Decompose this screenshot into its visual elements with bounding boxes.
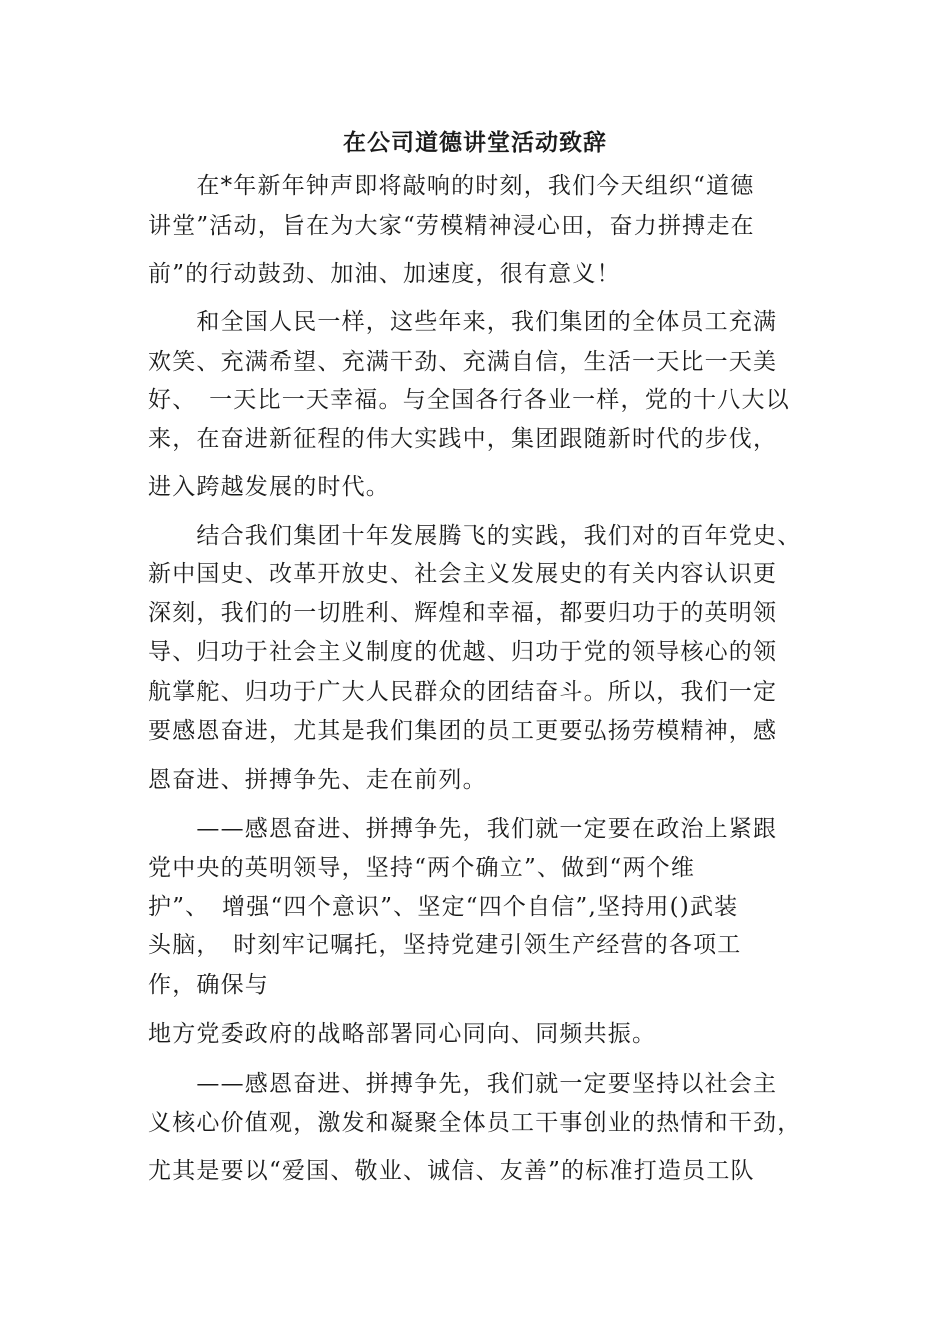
text-line: 进入跨越发展的时代。 xyxy=(148,474,390,500)
text-line: 深刻，我们的一切胜利、辉煌和幸福，都要归功于的英明领 xyxy=(148,600,778,626)
text-line: 党中央的英明领导，坚持“两个确立”、做到“两个维 xyxy=(148,855,696,881)
text-line: 头脑， 时刻牢记嘱托，坚持党建引领生产经营的各项工 xyxy=(148,932,742,958)
text-line: 讲堂”活动，旨在为大家“劳模精神浸心田，奋力拼搏走在 xyxy=(148,213,755,239)
text-line: 作，确保与 xyxy=(148,972,269,998)
text-line: 地方党委政府的战略部署同心同向、同频共振。 xyxy=(148,1021,657,1047)
text-line: 尤其是要以“爱国、敬业、诚信、友善”的标准打造员工队 xyxy=(148,1158,755,1184)
text-line: ——感恩奋进、拼搏争先，我们就一定要在政治上紧跟 xyxy=(148,816,778,842)
text-line: 航掌舵、归功于广大人民群众的团结奋斗。所以，我们一定 xyxy=(148,679,778,705)
text-line: 护”、 增强“四个意识”、坚定“四个自信”,坚持用()武装 xyxy=(148,894,739,920)
document-title: 在公司道德讲堂活动致辞 xyxy=(343,129,607,156)
text-line: 欢笑、充满希望、充满干劲、充满自信，生活一天比一天美 xyxy=(148,349,778,375)
text-line: 好、 一天比一天幸福。与全国各行各业一样，党的十八大以 xyxy=(148,387,790,413)
text-line: 导、归功于社会主义制度的优越、归功于党的领导核心的领 xyxy=(148,639,778,665)
text-line: 和全国人民一样，这些年来，我们集团的全体员工充满 xyxy=(148,309,778,335)
text-line: 义核心价值观，激发和凝聚全体员工干事创业的热情和干劲， xyxy=(148,1110,802,1136)
text-line: 前”的行动鼓劲、加油、加速度，很有意义！ xyxy=(148,261,621,287)
text-line: 要感恩奋进，尤其是我们集团的员工更要弘扬劳模精神，感 xyxy=(148,718,778,744)
text-line: 恩奋进、拼搏争先、走在前列。 xyxy=(148,767,487,793)
text-line: 在*年新年钟声即将敲响的时刻，我们今天组织“道德 xyxy=(148,173,755,199)
text-line: 新中国史、改革开放史、社会主义发展史的有关内容认识更 xyxy=(148,561,778,587)
text-line: ——感恩奋进、拼搏争先，我们就一定要坚持以社会主 xyxy=(148,1071,778,1097)
text-line: 来，在奋进新征程的伟大实践中，集团跟随新时代的步伐， xyxy=(148,426,778,452)
text-line: 结合我们集团十年发展腾飞的实践，我们对的百年党史、 xyxy=(148,523,802,549)
